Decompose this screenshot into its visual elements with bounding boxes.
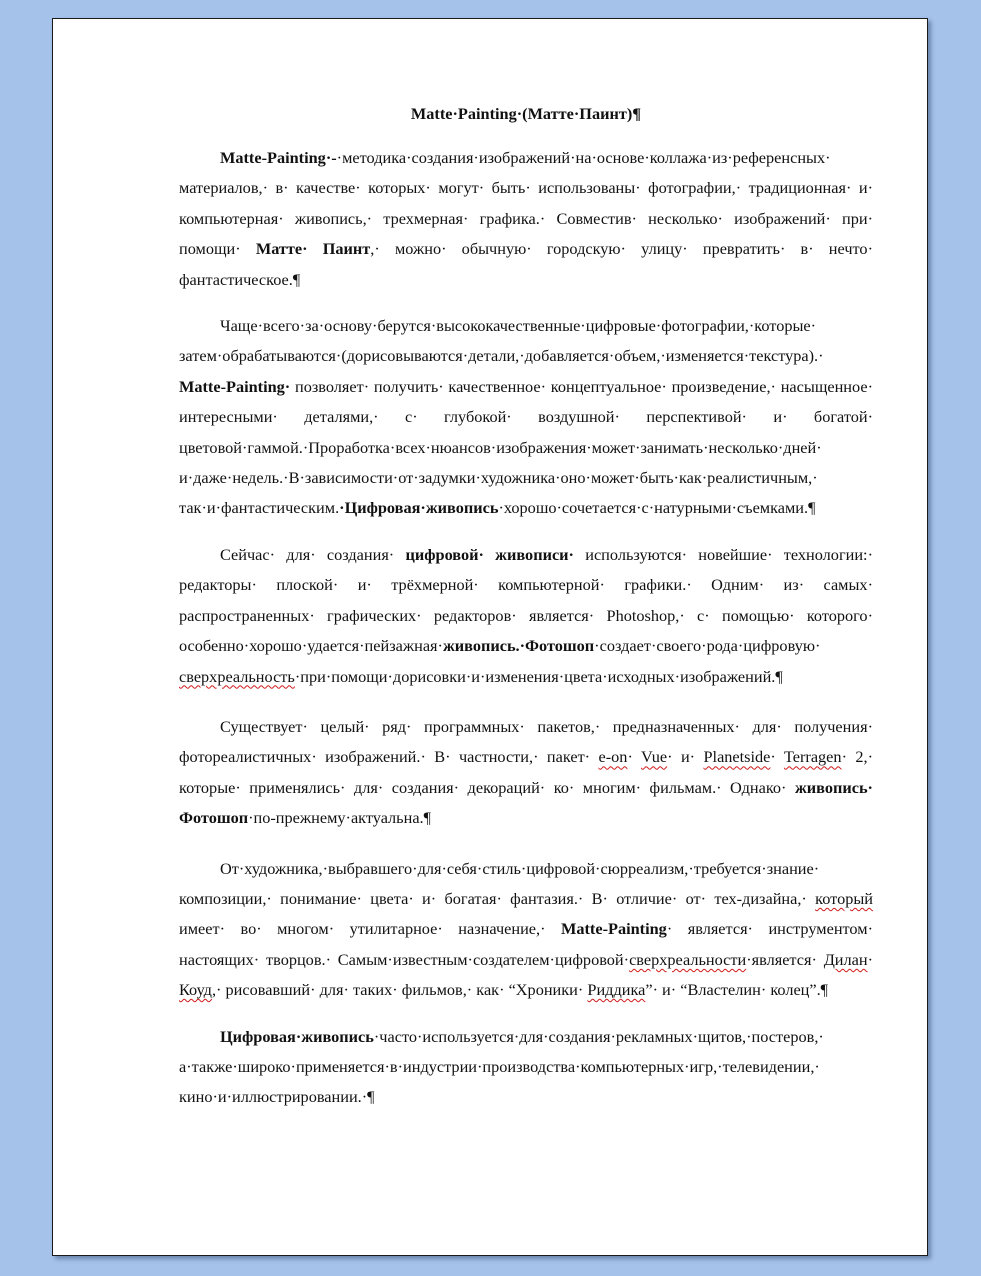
bold-text-run: Цифровая·живопись [220, 1026, 374, 1046]
bold-text-run: живопись· Фотошоп [179, 777, 873, 828]
bold-text-run: Matte-Painting [561, 919, 667, 939]
bold-text-run: Матте· Паинт [255, 239, 371, 259]
text-run: используются· новейшие· технологии:· редакторы· плоской· и· трёхмерной· компьютерной· графики.· Одним· из· самых· распространенных· графических· редакторов· является· Photoshop,· с· помощью· которого· особенно·хорошо·удается·пейзажная· [179, 544, 874, 656]
text-run: ·хорошо·сочетается·с·натурными·съемками.¶ [498, 498, 816, 518]
text-run: Чаще·всего·за·основу·берутся·высококачественные·цифровые·фотографии,·которые· затем·обрабатываются·(дорисовываются·детали,·добавляется·объем,·изменяется·текстура).· [179, 316, 824, 366]
text-run: Сейчас· для· создания· [220, 544, 406, 564]
paragraph-4 [179, 712, 873, 834]
text-run: ”· и· “Властелин· колец”.¶ [645, 980, 829, 1000]
bold-text-run: Matte-Painting [220, 148, 326, 167]
text-run: ·методика·создания·изображений·на·основе·коллажа·из·референсных· материалов,· в· качестве· которых· могут· быть· использованы· фотографии,· традиционная· и· компьютерная· живопись,· трехмерная· графика.· Совместив· несколько· изображений· при· помощи· [179, 148, 873, 259]
text-run: ·при·помощи·дорисовки·и·изменения·цвета·исходных·изображений.¶ [294, 666, 783, 686]
paragraph-3 [179, 540, 873, 692]
text-run: имеет· во· многом· утилитарное· назначение,· [179, 919, 561, 939]
misspelled-word: Terragen [783, 747, 842, 767]
text-run: От·художника,·выбравшего·для·себя·стиль·цифровой·сюрреализм,·требуется·знание· композиции,· понимание· цвета· и· богатая· фантазия.· В· отличие· от· тех-дизайна,· [179, 858, 820, 908]
paragraph-2 [179, 311, 873, 524]
text-run: · является· инструментом· настоящих· творцов.· Самым·известным·создателем·цифровой· [179, 919, 873, 969]
paragraph-5 [179, 854, 873, 1006]
paragraph-1 [179, 143, 873, 295]
text-run: · и· [667, 747, 704, 767]
misspelled-word: Риддика [587, 980, 646, 1000]
misspelled-word: e-on [598, 747, 628, 767]
document-page[interactable] [52, 18, 928, 1256]
text-run: · [867, 949, 873, 969]
text-run: Существует· целый· ряд· программных· пакетов,· предназначенных· для· получения· фотореалистичных· изображений.· В· частности,· пакет· [179, 716, 873, 767]
text-run: ·является· [746, 949, 824, 969]
misspelled-word: сверхреальность [179, 666, 295, 686]
document-body[interactable] [179, 99, 873, 1129]
misspelled-word: сверхреальности [629, 949, 747, 969]
text-run: ,· можно· обычную· городскую· улицу· превратить· в· нечто· фантастическое.¶ [179, 239, 873, 289]
bold-text-run: ·- [325, 148, 337, 167]
paragraph-6 [179, 1022, 873, 1113]
misspelled-word: Planetside [703, 747, 771, 767]
bold-text-run: живопись.·Фотошоп [442, 636, 595, 656]
text-run: · [627, 747, 641, 767]
text-run: ,· рисовавший· для· таких· фильмов,· как· “Хроники· [211, 980, 588, 1000]
text-run: ·создает·своего·рода·цифровую· [594, 636, 821, 656]
text-run: · [770, 747, 784, 767]
misspelled-word: Коуд [179, 980, 212, 1000]
misspelled-word: Vue [640, 747, 668, 767]
text-run: позволяет· получить· качественное· концептуальное· произведение,· насыщенное· интересными· деталями,· с· глубокой· воздушной· перспективой· и· богатой· цветовой·гаммой.·Проработка·всех·нюансов·изображения·может·занимать·несколько·дней· и·даже·недель.·В·зависимости·от·задумки·художника·оно·может·быть·как·реалистичным,· так·и·фантастическим. [179, 376, 873, 518]
text-run: · 2,· которые· применялись· для· создания· декораций· ко· многим· фильмам.· Однако· [179, 747, 874, 797]
bold-text-run: Matte-Painting· [179, 376, 291, 396]
misspelled-word: который [815, 888, 873, 908]
misspelled-word: Дилан [823, 949, 868, 969]
bold-text-run: цифровой· живописи· [405, 544, 574, 564]
bold-text-run: ·Цифровая·живопись [339, 498, 499, 518]
text-run: ·по-прежнему·актуальна.¶ [248, 808, 431, 828]
document-title: Matte·Painting·(Матте·Паинт)¶ [410, 104, 642, 123]
text-run: ·часто·используется·для·создания·рекламных·щитов,·постеров,· а·также·широко·применяется·в·индустрии·производства·компьютерных·игр,·телевидении,· кино·и·иллюстрировании.·¶ [179, 1026, 824, 1107]
